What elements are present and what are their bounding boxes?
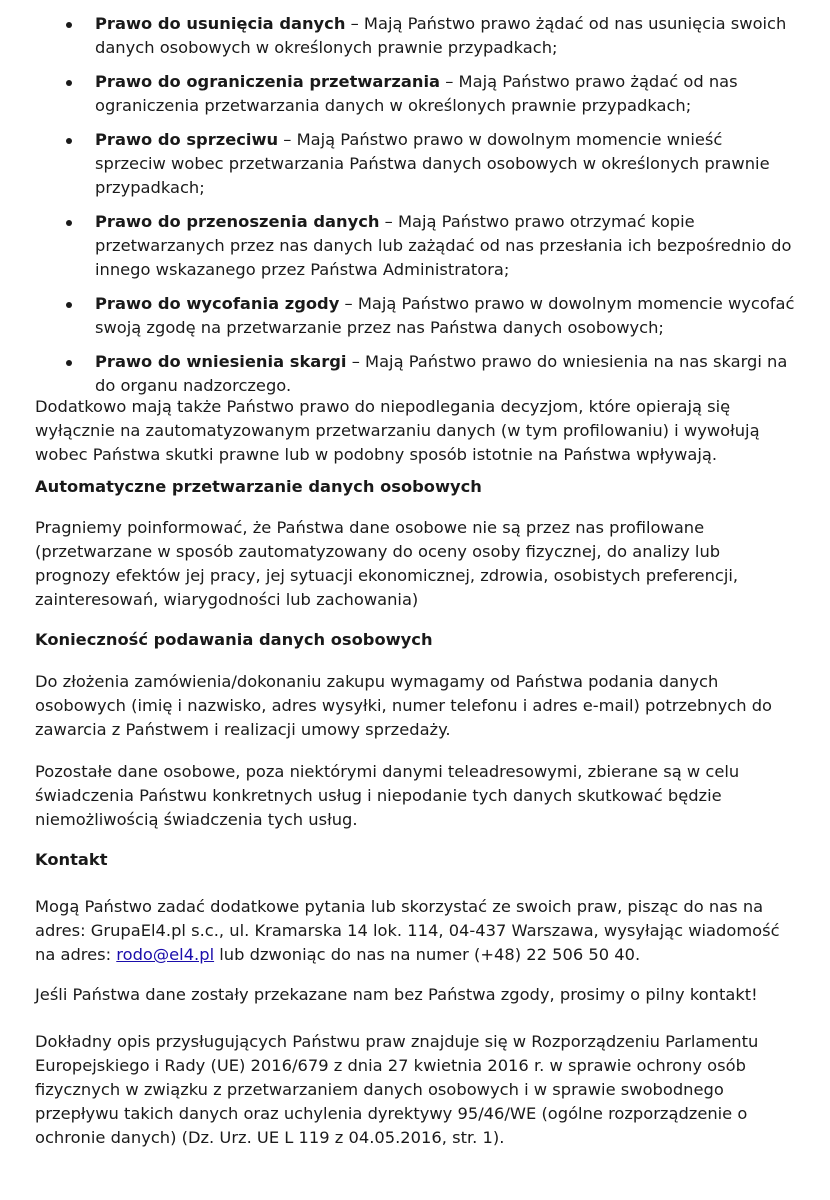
right-text: – Mają Państwo prawo w dowolnym momencie wycofać swoją zgodę na przetwarzanie przez nas Państwa danych osobowych; bbox=[95, 294, 795, 337]
automated-decision-note: Dodatkowo mają także Państwo prawo do niepodlegania decyzjom, które opierają się wyłącznie na zautomatyzowanym przetwarzaniu danych (w tym profilowaniu) i wywołują wobec Państwa skutki prawne lub w podobny sposób istotnie na Państwa wpływają. bbox=[35, 397, 760, 464]
bullet-icon bbox=[66, 138, 72, 144]
right-title: Prawo do ograniczenia przetwarzania bbox=[95, 72, 441, 91]
right-text: – Mają Państwo prawo żądać od nas ograniczenia przetwarzania danych w określonych prawnie przypadkach; bbox=[95, 72, 738, 115]
list-item bbox=[95, 70, 795, 118]
bullet-icon bbox=[66, 360, 72, 366]
list-item bbox=[95, 292, 795, 340]
section-heading-contact: Kontakt bbox=[35, 850, 108, 869]
contact-text-before: Mogą Państwo zadać dodatkowe pytania lub skorzystać ze swoich praw, pisząc do nas na adres: GrupaEl4.pl s.c., ul. Kramarska 14 lok. 114, 04-437 Warszawa, wysyłając wiadomość na adres: bbox=[35, 897, 780, 964]
list-item bbox=[95, 350, 795, 398]
right-text: – Mają Państwo prawo w dowolnym momencie wnieść sprzeciw wobec przetwarzania Państwa danych osobowych w określonych prawnie przypadkach; bbox=[95, 130, 770, 197]
right-text: – Mają Państwo prawo żądać od nas usunięcia swoich danych osobowych w określonych prawnie przypadkach; bbox=[95, 14, 787, 57]
section-heading-necessity: Konieczność podawania danych osobowych bbox=[35, 630, 433, 649]
bullet-icon bbox=[66, 220, 72, 226]
right-title: Prawo do sprzeciwu bbox=[95, 130, 279, 149]
right-title: Prawo do wycofania zgody bbox=[95, 294, 340, 313]
right-title: Prawo do wniesienia skargi bbox=[95, 352, 347, 371]
bullet-icon bbox=[66, 22, 72, 28]
right-title: Prawo do przenoszenia danych bbox=[95, 212, 380, 231]
legal-reference: Dokładny opis przysługujących Państwu praw znajduje się w Rozporządzeniu Parlamentu Europejskiego i Rady (UE) 2016/679 z dnia 27 kwietnia 2016 r. w sprawie ochrony osób fizycznych w związku z przetwarzaniem danych osobowych i w sprawie swobodnego przepływu takich danych oraz uchylenia dyrektywy 95/46/WE (ogólne rozporządzenie o ochronie danych) (Dz. Urz. UE L 119 z 04.05.2016, str. 1). bbox=[35, 1032, 759, 1147]
right-text: – Mają Państwo prawo otrzymać kopie przetwarzanych przez nas danych lub zażądać od nas przesłania ich bezpośrednio do innego wskazanego przez Państwa Administratora; bbox=[95, 212, 792, 279]
section-heading-automated: Automatyczne przetwarzanie danych osobowych bbox=[35, 477, 482, 496]
list-item bbox=[95, 128, 795, 200]
right-text: – Mają Państwo prawo do wniesienia na nas skargi na do organu nadzorczego. bbox=[95, 352, 788, 395]
rights-list bbox=[95, 12, 795, 408]
necessity-text-1: Do złożenia zamówienia/dokonaniu zakupu wymagamy od Państwa podania danych osobowych (imię i nazwisko, adres wysyłki, numer telefonu i adres e-mail) potrzebnych do zawarcia z Państwem i realizacji umowy sprzedaży. bbox=[35, 672, 773, 739]
contact-text-after: lub dzwoniąc do nas na numer (+48) 22 506 50 40. bbox=[214, 945, 641, 964]
contact-text bbox=[35, 895, 800, 967]
contact-email-link[interactable]: rodo@el4.pl bbox=[116, 945, 215, 964]
right-title: Prawo do usunięcia danych bbox=[95, 14, 346, 33]
bullet-icon bbox=[66, 80, 72, 86]
automated-text: Pragniemy poinformować, że Państwa dane osobowe nie są przez nas profilowane (przetwarzane w sposób zautomatyzowany do oceny osoby fizycznej, do analizy lub prognozy efektów jej pracy, jej sytuacji ekonomicznej, zdrowia, osobistych preferencji, zainteresowań, wiarygodności lub zachowania) bbox=[35, 518, 739, 609]
bullet-icon bbox=[66, 302, 72, 308]
necessity-text-2: Pozostałe dane osobowe, poza niektórymi danymi teleadresowymi, zbierane są w celu świadczenia Państwu konkretnych usług i niepodanie tych danych skutkować będzie niemożliwością świadczenia tych usług. bbox=[35, 762, 740, 829]
list-item bbox=[95, 210, 795, 282]
list-item bbox=[95, 12, 795, 60]
urgent-contact-note: Jeśli Państwa dane zostały przekazane nam bez Państwa zgody, prosimy o pilny kontakt! bbox=[35, 985, 758, 1004]
